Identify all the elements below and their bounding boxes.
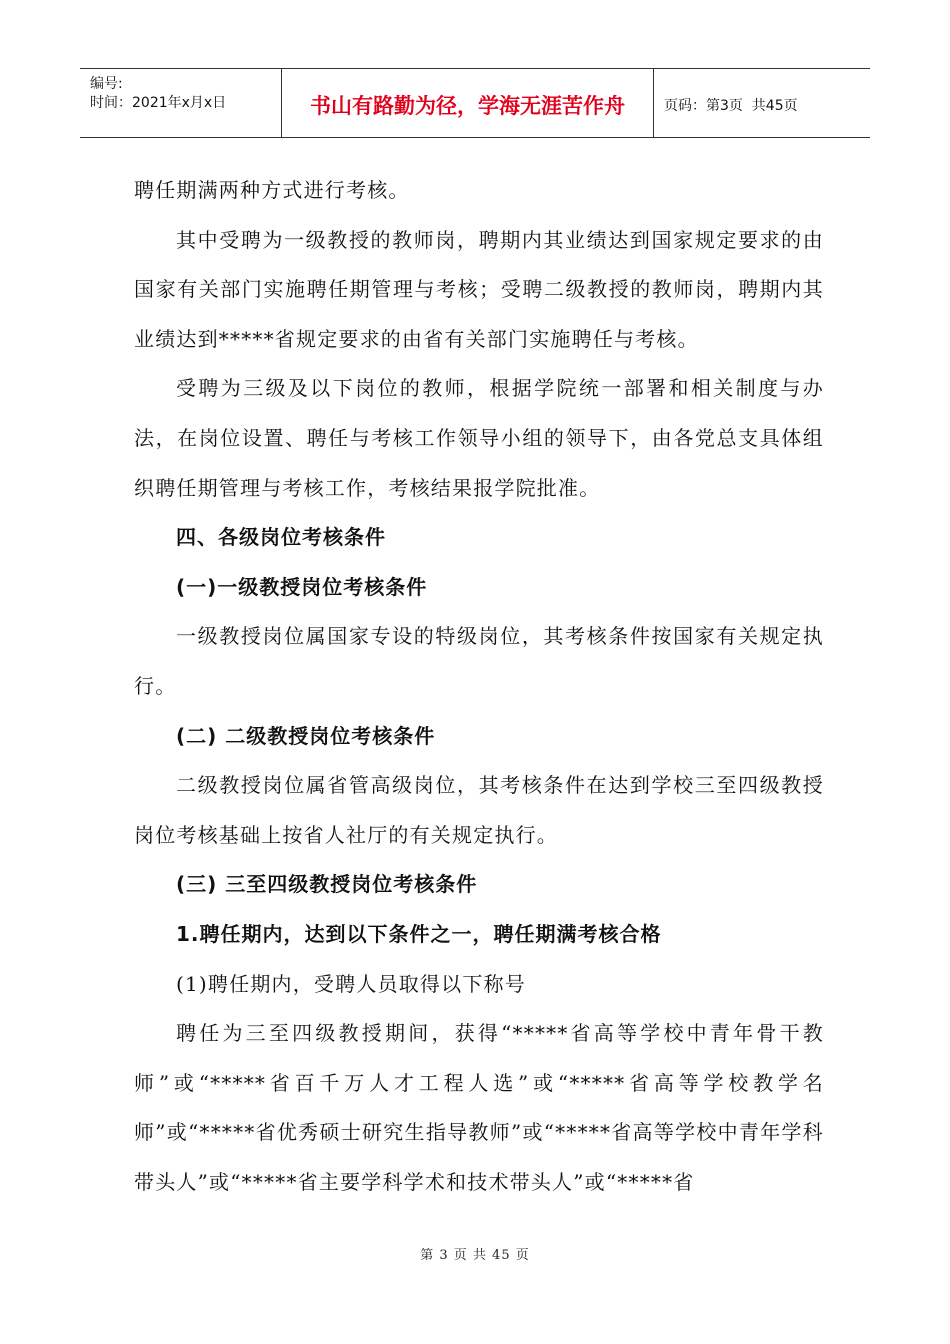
- subsection-heading: (二) 二级教授岗位考核条件: [176, 723, 436, 748]
- header-meta-cell: [80, 69, 282, 137]
- header-page-info: 页码：第3页 共45页: [664, 98, 798, 114]
- section-heading: 四、各级岗位考核条件: [176, 525, 386, 550]
- paragraph: 聘任期满两种方式进行考核。: [134, 178, 410, 202]
- paragraph: (1)聘任期内，受聘人员取得以下称号: [176, 971, 526, 996]
- paragraph: 二级教授岗位属省管高级岗位，其考核条件在达到学校三至四级教授岗位考核基础上按省人社厅的有关规定执行。: [134, 773, 824, 847]
- header-page-cell: [654, 69, 870, 137]
- header-motto-cell: [282, 69, 654, 137]
- page-header: [80, 68, 870, 138]
- subsection-heading: (三) 三至四级教授岗位考核条件: [176, 872, 478, 897]
- item-heading: 1.聘任期内，达到以下条件之一，聘任期满考核合格: [176, 921, 662, 946]
- paragraph: 聘任为三至四级教授期间，获得“*****省高等学校中青年骨干教师”或“*****省百千万人才工程人选”或“*****省高等学校教学名师”或“*****省优秀硕士研究生指导教师”或“*****省高等学校中青年学科带头人”或“*****省主要学科学术和技术带头人”或“*****省: [134, 1021, 824, 1194]
- paragraph: 其中受聘为一级教授的教师岗，聘期内其业绩达到国家规定要求的由国家有关部门实施聘任期管理与考核；受聘二级教授的教师岗，聘期内其业绩达到*****省规定要求的由省有关部门实施聘任与考核。: [134, 227, 824, 351]
- document-body: [134, 166, 824, 1207]
- header-motto: 书山有路勤为径，学海无涯苦作舟: [310, 94, 625, 118]
- paragraph: 一级教授岗位属国家专设的特级岗位，其考核条件按国家有关规定执行。: [134, 624, 824, 698]
- paragraph: 受聘为三级及以下岗位的教师，根据学院统一部署和相关制度与办法，在岗位设置、聘任与考核工作领导小组的领导下，由各党总支具体组织聘任期管理与考核工作，考核结果报学院批准。: [134, 376, 824, 500]
- subsection-heading: (一)一级教授岗位考核条件: [176, 574, 428, 599]
- page-footer: 第 3 页 共 45 页: [420, 1248, 530, 1263]
- document-date: 时间：2021年x月x日: [90, 95, 227, 111]
- document-number-label: 编号:: [90, 76, 123, 92]
